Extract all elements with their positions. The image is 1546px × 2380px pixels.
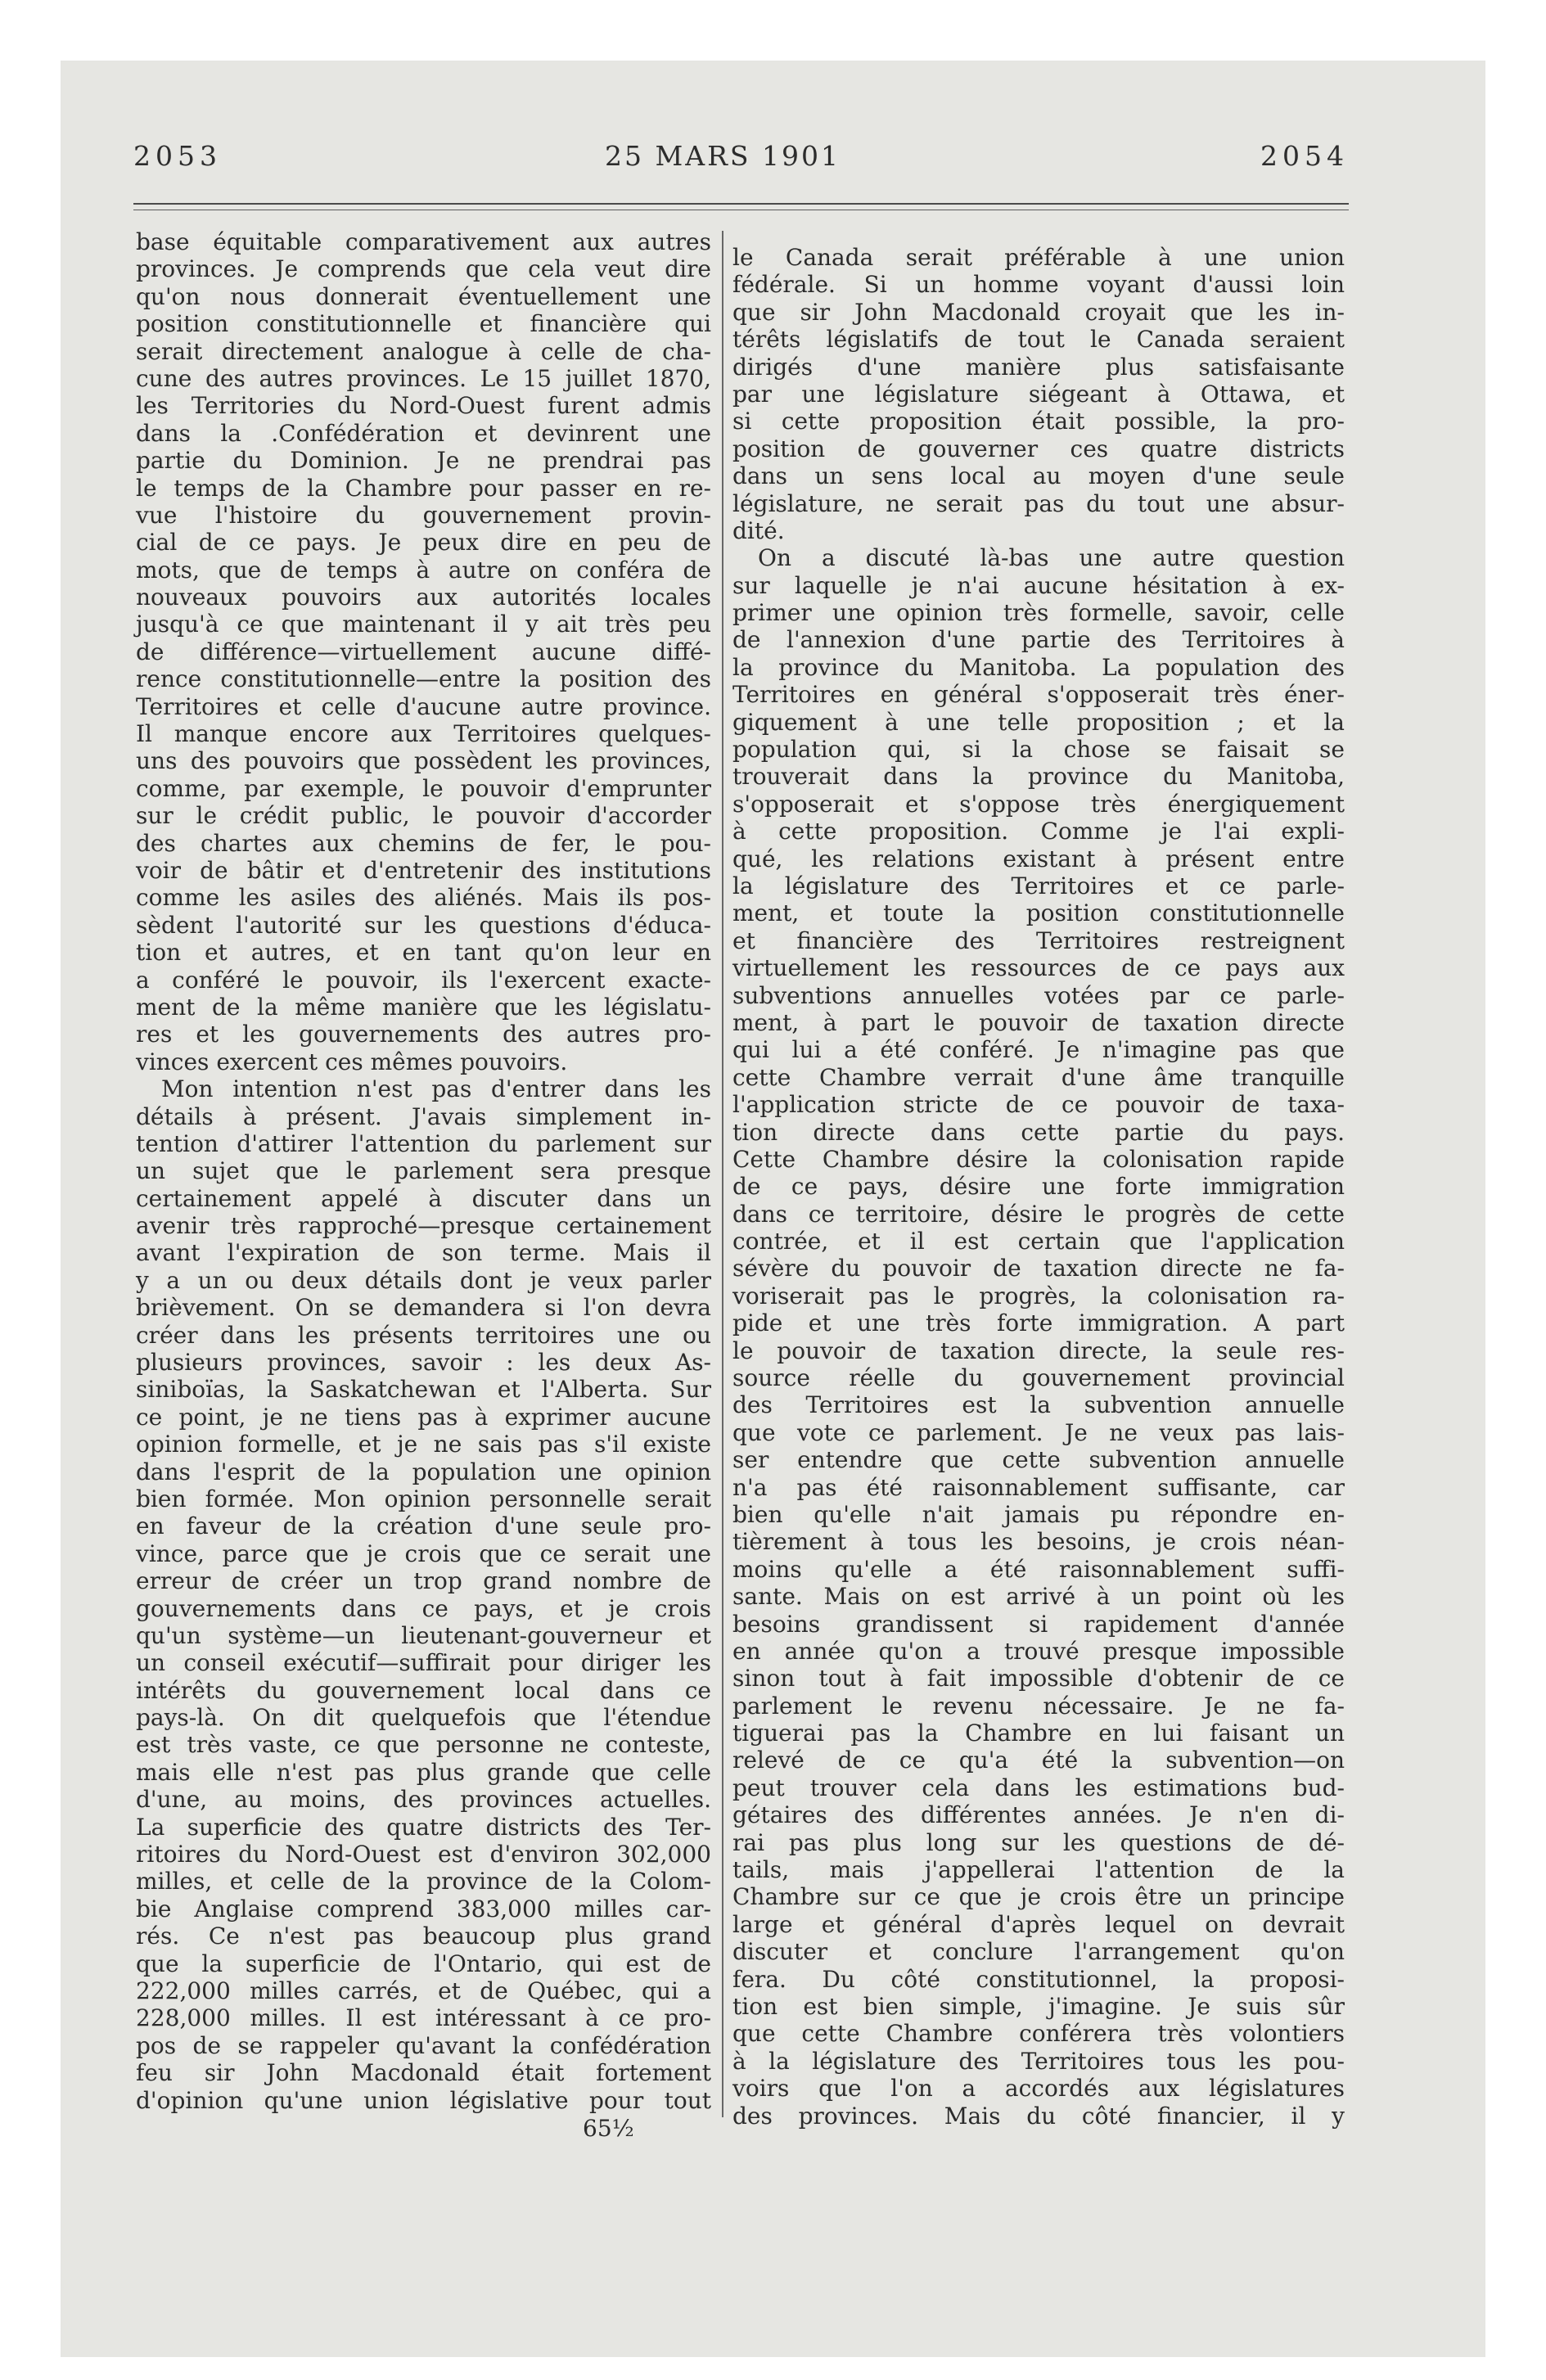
text-line: de l'annexion d'une partie des Territoires à (732, 626, 1345, 654)
text-line: le Canada serait préférable à une union (732, 244, 1345, 271)
text-line: des provinces. Mais du côté financier, il y (732, 2102, 1345, 2130)
text-line: vue l'histoire du gouvernement provin- (136, 501, 711, 529)
text-line: sante. Mais on est arrivé à un point où les (732, 1583, 1345, 1611)
text-line: voir de bâtir et d'entretenir des institutions (136, 856, 711, 884)
text-line: qué, les relations existant à présent entre (732, 845, 1345, 872)
text-line: sèdent l'autorité sur les questions d'éduca- (136, 911, 711, 939)
text-line: On a discuté là-bas une autre question (758, 544, 1345, 572)
text-line: qu'on nous donnerait éventuellement une (136, 282, 711, 310)
text-line: d'opinion qu'une union législative pour tout (136, 2086, 711, 2114)
text-line: sur le crédit public, le pouvoir d'accorder (136, 802, 711, 830)
text-line: Territoires en général s'opposerait très éner- (732, 681, 1345, 709)
header-date: 25 MARS 1901 (604, 140, 841, 172)
text-line: dirigés d'une manière plus satisfaisante (732, 353, 1345, 381)
text-line: Territoires et celle d'aucune autre province. (136, 692, 711, 720)
text-line: opinion formelle, et je ne sais pas s'il existe (136, 1431, 711, 1458)
text-line: l'application stricte de ce pouvoir de taxa- (732, 1091, 1345, 1119)
text-line: moins qu'elle a été raisonnablement suffi- (732, 1555, 1345, 1583)
text-line: feu sir John Macdonald était fortement (136, 2059, 711, 2087)
text-line: des chartes aux chemins de fer, le pou- (136, 829, 711, 857)
text-line: uns des pouvoirs que possèdent les provinces, (136, 747, 711, 775)
text-line: 222,000 milles carrés, et de Québec, qui a (136, 1977, 711, 2004)
text-line: mais elle n'est pas plus grande que celle (136, 1758, 711, 1786)
text-line: de ce pays, désire une forte immigration (732, 1173, 1345, 1201)
text-line: les Territories du Nord-Ouest furent admis (136, 392, 711, 420)
text-line: que la superficie de l'Ontario, qui est de (136, 1950, 711, 1977)
text-line: ce point, je ne tiens pas à exprimer aucune (136, 1403, 711, 1431)
text-line: dité. (732, 516, 785, 544)
text-line: dans ce territoire, désire le progrès de cette (732, 1200, 1345, 1228)
text-line: relevé de ce qu'a été la subvention—on (732, 1747, 1345, 1774)
text-line: le pouvoir de taxation directe, la seule res- (732, 1336, 1345, 1364)
text-line: gouvernements dans ce pays, et je crois (136, 1594, 711, 1622)
text-line: ment, à part le pouvoir de taxation directe (732, 1008, 1345, 1036)
text-line: certainement appelé à discuter dans un (136, 1184, 711, 1212)
text-line: brièvement. On se demandera si l'on devra (136, 1294, 711, 1322)
text-line: rence constitutionnelle—entre la position des (136, 665, 711, 693)
text-line: de différence—virtuellement aucune diffé- (136, 638, 711, 665)
text-line: contrée, et il est certain que l'application (732, 1228, 1345, 1255)
text-line: Mon intention n'est pas d'entrer dans les (161, 1075, 711, 1103)
text-line: que cette Chambre conférera très volontiers (732, 2020, 1345, 2048)
left-column (136, 228, 711, 2114)
text-line: discuter et conclure l'arrangement qu'on (732, 1938, 1345, 1966)
text-line: population qui, si la chose se faisait se (732, 736, 1345, 764)
text-line: voirs que l'on a accordés aux législatures (732, 2075, 1345, 2103)
header-rule-top (133, 203, 1349, 205)
text-line: 228,000 milles. Il est intéressant à ce pro- (136, 2004, 711, 2032)
text-line: comme les asiles des aliénés. Mais ils pos- (136, 884, 711, 912)
text-line: vince, parce que je crois que ce serait une (136, 1539, 711, 1567)
text-line: fédérale. Si un homme voyant d'aussi loin (732, 271, 1345, 299)
text-line: pos de se rappeler qu'avant la confédération (136, 2031, 711, 2059)
text-line: n'a pas été raisonnablement suffisante, car (732, 1473, 1345, 1501)
text-line: et financière des Territoires restreignent (732, 926, 1345, 954)
text-line: besoins grandissent si rapidement d'année (732, 1610, 1345, 1638)
text-line: avenir très rapproché—presque certainement (136, 1212, 711, 1240)
text-line: mots, que de temps à autre on conféra de (136, 556, 711, 584)
text-line: large et général d'après lequel on devrait (732, 1910, 1345, 1938)
text-line: tiguerai pas la Chambre en lui faisant un (732, 1720, 1345, 1747)
text-line: y a un ou deux détails dont je veux parler (136, 1266, 711, 1294)
text-line: position de gouverner ces quatre districts (732, 435, 1345, 462)
text-line: voriserait pas le progrès, la colonisation ra- (732, 1282, 1345, 1309)
text-line: créer dans les présents territoires une ou (136, 1321, 711, 1349)
text-line: législature, ne serait pas du tout une absur- (732, 489, 1345, 517)
signature-mark: 65½ (583, 2115, 634, 2142)
text-line: intérêts du gouvernement local dans ce (136, 1676, 711, 1704)
text-line: dans la .Confédération et devinrent une (136, 419, 711, 447)
text-line: Cette Chambre désire la colonisation rapide (732, 1145, 1345, 1173)
text-line: La superficie des quatre districts des Ter- (136, 1813, 711, 1841)
text-line: en année qu'on a trouvé presque impossible (732, 1637, 1345, 1665)
text-line: est très vaste, ce que personne ne conteste, (136, 1731, 711, 1759)
text-line: des Territoires est la subvention annuelle (732, 1391, 1345, 1419)
text-line: primer une opinion très formelle, savoir, celle (732, 599, 1345, 627)
text-line: vinces exercent ces mêmes pouvoirs. (136, 1048, 568, 1075)
text-line: subventions annuelles votées par ce parle- (732, 981, 1345, 1009)
text-line: serait directement analogue à celle de cha- (136, 337, 711, 365)
text-line: Chambre sur ce que je crois être un principe (732, 1883, 1345, 1911)
text-line: que sir John Macdonald croyait que les in- (732, 298, 1345, 326)
page-number-left: 2053 (133, 140, 222, 172)
text-line: tention d'attirer l'attention du parlement sur (136, 1129, 711, 1157)
text-line: a conféré le pouvoir, ils l'exercent exacte- (136, 966, 711, 994)
text-line: plusieurs provinces, savoir : les deux As- (136, 1349, 711, 1377)
text-line: dans un sens local au moyen d'une seule (732, 462, 1345, 490)
text-line: Il manque encore aux Territoires quelques- (136, 720, 711, 748)
text-line: comme, par exemple, le pouvoir d'emprunter (136, 774, 711, 802)
text-line: un conseil exécutif—suffirait pour diriger les (136, 1649, 711, 1677)
text-line: à cette proposition. Comme je l'ai expli- (732, 818, 1345, 845)
text-line: cial de ce pays. Je peux dire en peu de (136, 529, 711, 557)
text-line: sévère du pouvoir de taxation directe ne fa- (732, 1255, 1345, 1282)
text-line: milles, et celle de la province de la Colom- (136, 1868, 711, 1895)
text-line: tails, mais j'appellerai l'attention de la (732, 1856, 1345, 1884)
text-line: nouveaux pouvoirs aux autorités locales (136, 584, 711, 611)
text-line: jusqu'à ce que maintenant il y ait très peu (136, 611, 711, 638)
text-line: rés. Ce n'est pas beaucoup plus grand (136, 1922, 711, 1950)
text-line: tion et autres, et en tant qu'on leur en (136, 939, 711, 967)
text-line: base équitable comparativement aux autres (136, 228, 711, 255)
text-line: d'une, au moins, des provinces actuelles. (136, 1786, 711, 1814)
text-line: tion directe dans cette partie du pays. (732, 1118, 1345, 1146)
text-line: sinon tout à fait impossible d'obtenir de ce (732, 1665, 1345, 1693)
text-line: erreur de créer un trop grand nombre de (136, 1567, 711, 1595)
text-line: cune des autres provinces. Le 15 juillet 1870, (136, 364, 711, 392)
text-line: tièrement à tous les besoins, je crois néan- (732, 1528, 1345, 1556)
text-line: bie Anglaise comprend 383,000 milles car- (136, 1895, 711, 1922)
text-line: ment, et toute la position constitutionnelle (732, 899, 1345, 927)
text-line: ritoires du Nord-Ouest est d'environ 302,000 (136, 1841, 711, 1868)
text-line: par une législature siégeant à Ottawa, et (732, 380, 1345, 408)
text-line: la province du Manitoba. La population des (732, 653, 1345, 681)
text-line: partie du Dominion. Je ne prendrai pas (136, 447, 711, 475)
text-line: la législature des Territoires et ce parle- (732, 872, 1345, 899)
right-column (732, 244, 1345, 2130)
text-line: cette Chambre verrait d'une âme tranquille (732, 1063, 1345, 1091)
text-line: source réelle du gouvernement provincial (732, 1364, 1345, 1392)
text-line: pays-là. On dit quelquefois que l'étendue (136, 1704, 711, 1732)
text-line: tion est bien simple, j'imagine. Je suis sûr (732, 1993, 1345, 2020)
text-line: position constitutionnelle et financière qui (136, 310, 711, 338)
text-line: rai pas plus long sur les questions de dé- (732, 1828, 1345, 1856)
text-line: trouverait dans la province du Manitoba, (732, 763, 1345, 791)
text-line: s'opposerait et s'oppose très énergiquement (732, 790, 1345, 818)
column-divider (722, 231, 723, 2117)
text-line: que vote ce parlement. Je ne veux pas lais- (732, 1418, 1345, 1446)
text-line: détails à présent. J'avais simplement in- (136, 1102, 711, 1130)
text-line: res et les gouvernements des autres pro- (136, 1021, 711, 1048)
text-line: fera. Du côté constitutionnel, la proposi- (732, 1965, 1345, 1993)
text-line: dans l'esprit de la population une opinion (136, 1458, 711, 1485)
text-line: qui lui a été conféré. Je n'imagine pas que (732, 1036, 1345, 1064)
text-line: provinces. Je comprends que cela veut dire (136, 255, 711, 283)
text-line: sur laquelle je n'ai aucune hésitation à ex- (732, 571, 1345, 599)
text-line: qu'un système—un lieutenant-gouverneur et (136, 1621, 711, 1649)
text-line: peut trouver cela dans les estimations bud- (732, 1774, 1345, 1801)
text-line: avant l'expiration de son terme. Mais il (136, 1239, 711, 1267)
text-line: parlement le revenu nécessaire. Je ne fa- (732, 1692, 1345, 1720)
text-line: ment de la même manière que les législatu- (136, 993, 711, 1021)
text-line: pide et une très forte immigration. A part (732, 1309, 1345, 1337)
text-line: giquement à une telle proposition ; et la (732, 708, 1345, 736)
text-line: en faveur de la création d'une seule pro- (136, 1512, 711, 1540)
text-line: bien qu'elle n'ait jamais pu répondre en- (732, 1500, 1345, 1528)
text-line: un sujet que le parlement sera presque (136, 1157, 711, 1185)
text-line: à la législature des Territoires tous les pou- (732, 2047, 1345, 2075)
text-line: ser entendre que cette subvention annuelle (732, 1446, 1345, 1474)
page-number-right: 2054 (1260, 140, 1349, 172)
text-line: térêts législatifs de tout le Canada seraient (732, 326, 1345, 354)
text-line: le temps de la Chambre pour passer en re- (136, 474, 711, 502)
text-line: bien formée. Mon opinion personnelle serait (136, 1485, 711, 1512)
text-line: si cette proposition était possible, la pro- (732, 408, 1345, 435)
text-line: gétaires des différentes années. Je n'en di- (732, 1801, 1345, 1829)
text-line: siniboïas, la Saskatchewan et l'Alberta. Sur (136, 1376, 711, 1404)
text-line: virtuellement les ressources de ce pays aux (732, 954, 1345, 982)
